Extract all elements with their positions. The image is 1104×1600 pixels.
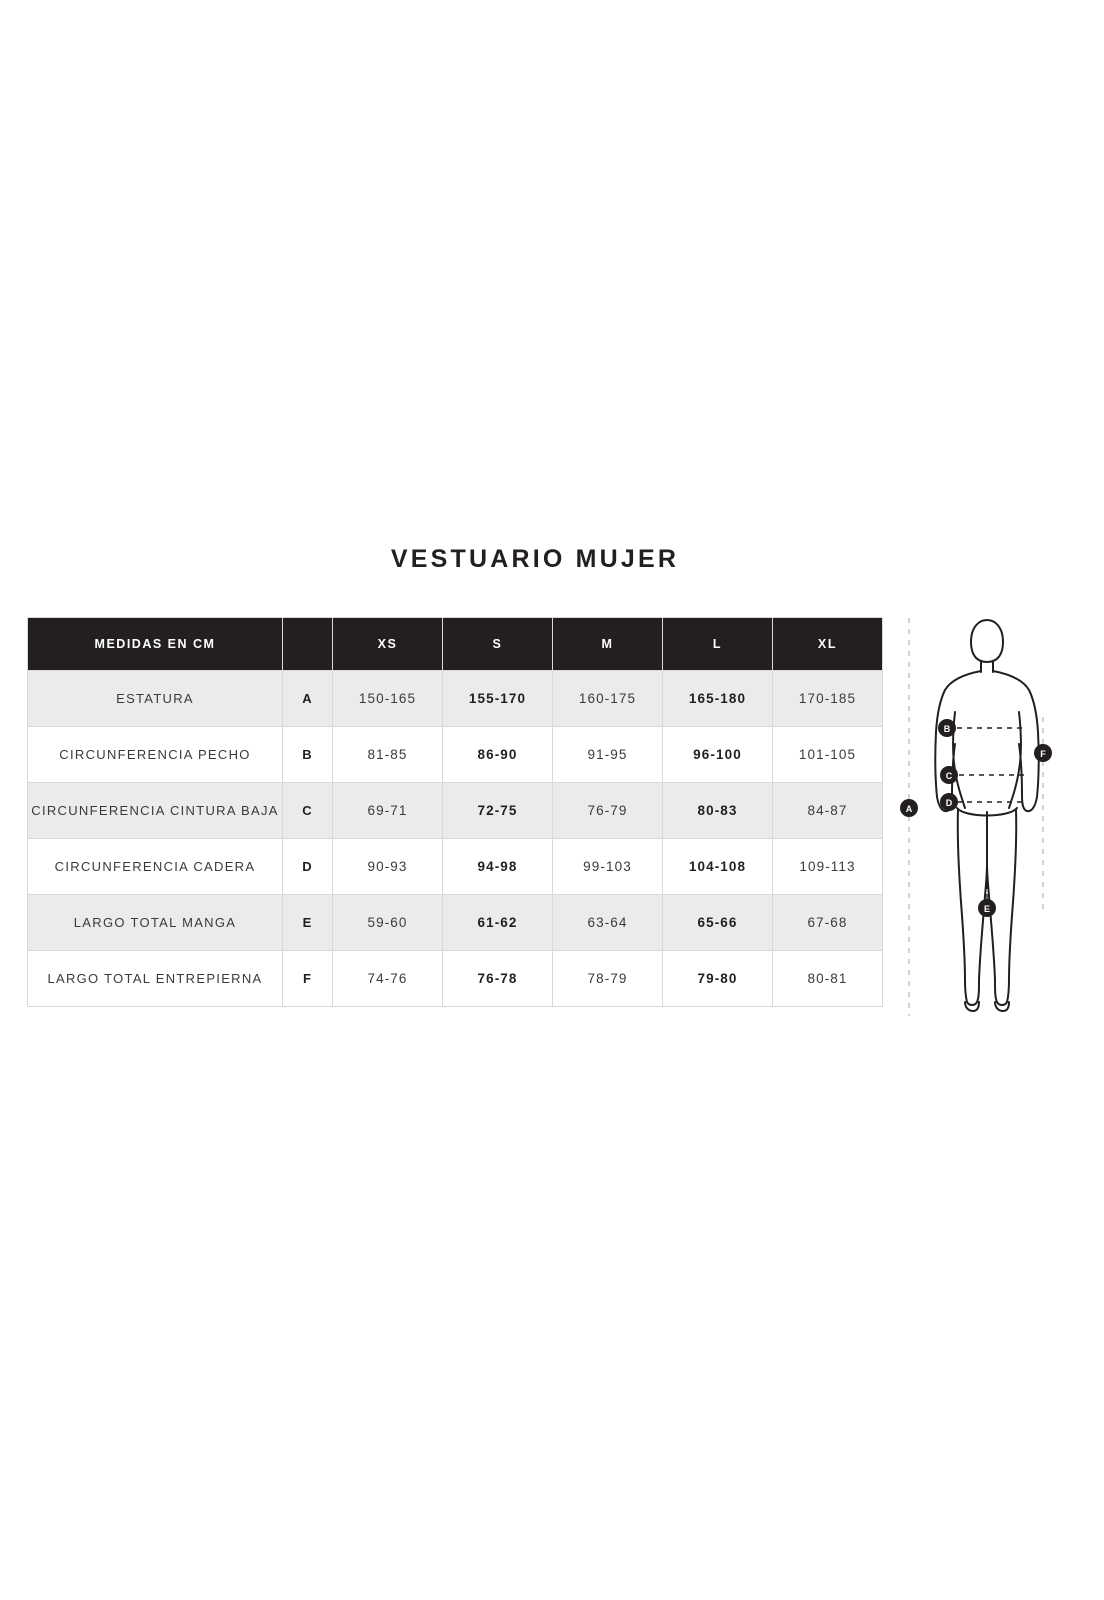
row-letter: C: [283, 783, 333, 839]
svg-text:B: B: [943, 724, 951, 734]
row-measure-label: LARGO TOTAL MANGA: [28, 895, 283, 951]
cell-xl: 67-68: [773, 895, 883, 951]
cell-s: 94-98: [443, 839, 553, 895]
cell-s: 72-75: [443, 783, 553, 839]
cell-s: 61-62: [443, 895, 553, 951]
cell-l: 165-180: [663, 671, 773, 727]
marker-d-badge: [940, 793, 958, 811]
table-row: [28, 727, 883, 783]
cell-xs: 74-76: [333, 951, 443, 1007]
cell-s: 86-90: [443, 727, 553, 783]
cell-xs: 150-165: [333, 671, 443, 727]
cell-m: 160-175: [553, 671, 663, 727]
cell-l: 96-100: [663, 727, 773, 783]
header-size-m: M: [553, 618, 663, 671]
cell-m: 91-95: [553, 727, 663, 783]
header-size-xs: XS: [333, 618, 443, 671]
row-measure-label: CIRCUNFERENCIA PECHO: [28, 727, 283, 783]
marker-c-badge: [940, 766, 958, 784]
cell-xl: 84-87: [773, 783, 883, 839]
table-row: [28, 671, 883, 727]
cell-xl: 80-81: [773, 951, 883, 1007]
cell-m: 99-103: [553, 839, 663, 895]
table-row: [28, 839, 883, 895]
cell-s: 76-78: [443, 951, 553, 1007]
table-header-row: [28, 618, 883, 671]
cell-xs: 69-71: [333, 783, 443, 839]
svg-text:C: C: [945, 771, 953, 781]
header-measure-label: MEDIDAS EN CM: [28, 618, 283, 671]
cell-m: 63-64: [553, 895, 663, 951]
row-measure-label: ESTATURA: [28, 671, 283, 727]
cell-xl: 109-113: [773, 839, 883, 895]
cell-m: 78-79: [553, 951, 663, 1007]
row-letter: A: [283, 671, 333, 727]
size-table: [27, 617, 883, 1007]
body-measurement-figure: [895, 612, 1080, 1022]
cell-xs: 90-93: [333, 839, 443, 895]
row-letter: D: [283, 839, 333, 895]
row-letter: F: [283, 951, 333, 1007]
page-title: VESTUARIO MUJER: [390, 545, 680, 573]
cell-s: 155-170: [443, 671, 553, 727]
table-row: [28, 783, 883, 839]
svg-text:A: A: [905, 804, 913, 814]
svg-text:D: D: [945, 798, 953, 808]
row-letter: E: [283, 895, 333, 951]
cell-xl: 101-105: [773, 727, 883, 783]
row-measure-label: CIRCUNFERENCIA CADERA: [28, 839, 283, 895]
marker-e-badge: [978, 899, 996, 917]
header-letter-label: [283, 618, 333, 671]
marker-a-badge: [900, 799, 918, 817]
cell-l: 104-108: [663, 839, 773, 895]
table-header: [28, 618, 883, 671]
row-letter: B: [283, 727, 333, 783]
table-row: [28, 951, 883, 1007]
table-body: [28, 671, 883, 1007]
cell-l: 79-80: [663, 951, 773, 1007]
header-size-s: S: [443, 618, 553, 671]
cell-l: 80-83: [663, 783, 773, 839]
header-size-l: L: [663, 618, 773, 671]
figure-markers: [900, 719, 1052, 917]
svg-text:F: F: [1040, 749, 1046, 759]
svg-text:E: E: [983, 904, 991, 914]
header-size-xl: XL: [773, 618, 883, 671]
cell-xs: 59-60: [333, 895, 443, 951]
row-measure-label: LARGO TOTAL ENTREPIERNA: [28, 951, 283, 1007]
marker-b-badge: [938, 719, 956, 737]
cell-xl: 170-185: [773, 671, 883, 727]
table-row: [28, 895, 883, 951]
marker-f-badge: [1034, 744, 1052, 762]
row-measure-label: CIRCUNFERENCIA CINTURA BAJA: [28, 783, 283, 839]
cell-m: 76-79: [553, 783, 663, 839]
cell-l: 65-66: [663, 895, 773, 951]
cell-xs: 81-85: [333, 727, 443, 783]
size-table-container: [27, 617, 882, 1007]
